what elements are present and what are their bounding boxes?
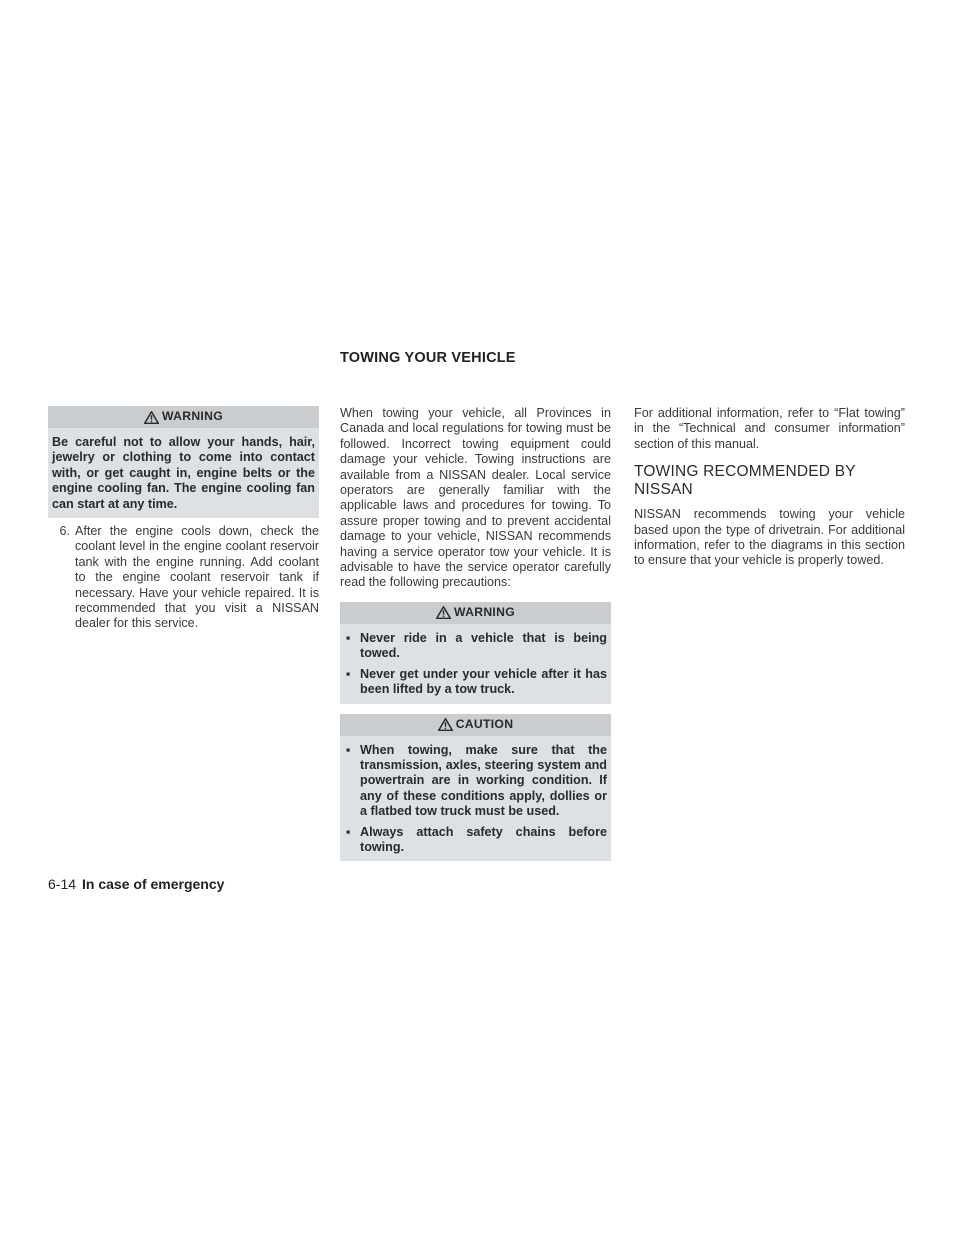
column-right — [634, 406, 905, 580]
additional-info-paragraph: For additional information, refer to “Flat towing” in the “Technical and consumer information” section of this manual. — [634, 406, 905, 451]
list-item — [344, 631, 607, 662]
bullet-icon: ▪ — [346, 824, 351, 839]
warning-list — [340, 624, 611, 704]
numbered-step — [48, 524, 319, 632]
caution-header — [340, 714, 611, 736]
warning-box — [48, 406, 319, 518]
caution-label: CAUTION — [455, 716, 514, 731]
warning-header — [340, 602, 611, 624]
section-title: TOWING YOUR VEHICLE — [340, 350, 516, 366]
bullet-icon: ▪ — [346, 630, 351, 645]
list-item-text: When towing, make sure that the transmission, axles, steering system and powertrain are in working condition. If any of these conditions apply, dollies or a flatbed tow truck must be used. — [360, 742, 607, 819]
warning-triangle-icon — [438, 718, 453, 731]
list-item — [344, 667, 607, 698]
page-number: 6-14 — [48, 876, 77, 892]
list-item — [344, 825, 607, 856]
warning-box — [340, 602, 611, 704]
list-item-text: Never ride in a vehicle that is being towed. — [360, 630, 607, 661]
list-item-text: Never get under your vehicle after it has been lifted by a tow truck. — [360, 666, 607, 697]
list-item-text: Always attach safety chains before towing. — [360, 824, 607, 854]
bullet-icon: ▪ — [346, 742, 351, 757]
warning-header — [48, 406, 319, 428]
recommendation-paragraph: NISSAN recommends towing your vehicle based upon the type of drivetrain. For additional information, refer to the diagrams in this section to ensure that your vehicle is properly towed. — [634, 507, 905, 568]
subheading: TOWING RECOMMENDED BY NISSAN — [634, 463, 856, 499]
list-item — [344, 743, 607, 820]
warning-triangle-icon — [436, 606, 451, 619]
caution-box — [340, 714, 611, 862]
chapter-title: In case of emergency — [82, 876, 225, 892]
caution-list — [340, 736, 611, 862]
warning-label: WARNING — [161, 409, 223, 424]
step-text: After the engine cools down, check the coolant level in the engine coolant reservoir tank with the engine running. Add coolant to the engine coolant reservoir tank if necessary. Have your vehicle repaired. It is recommended that you visit a NISSAN dealer for this service. — [75, 524, 319, 631]
column-left — [48, 406, 319, 632]
warning-text: Be careful not to allow your hands, hair, jewelry or clothing to come into contact with, or get caught in, engine belts or the engine cooling fan. The engine cooling fan can start at any time. — [52, 435, 315, 511]
warning-triangle-icon — [144, 411, 159, 424]
warning-label: WARNING — [453, 605, 515, 620]
bullet-icon: ▪ — [346, 666, 351, 681]
step-number: 6. — [59, 524, 70, 539]
column-middle — [340, 406, 611, 867]
towing-intro-paragraph: When towing your vehicle, all Provinces in Canada and local regulations for towing must be followed. Incorrect towing equipment could damage your vehicle. Towing instructions are available from a NISSAN dealer. Local service operators are generally familiar with the applicable laws and procedures for towing. To assure proper towing and to prevent accidental damage to your vehicle, NISSAN recommends having a service operator tow your vehicle. It is advisable to have the service operator carefully read the following precautions: — [340, 406, 611, 590]
page-footer — [48, 876, 224, 892]
